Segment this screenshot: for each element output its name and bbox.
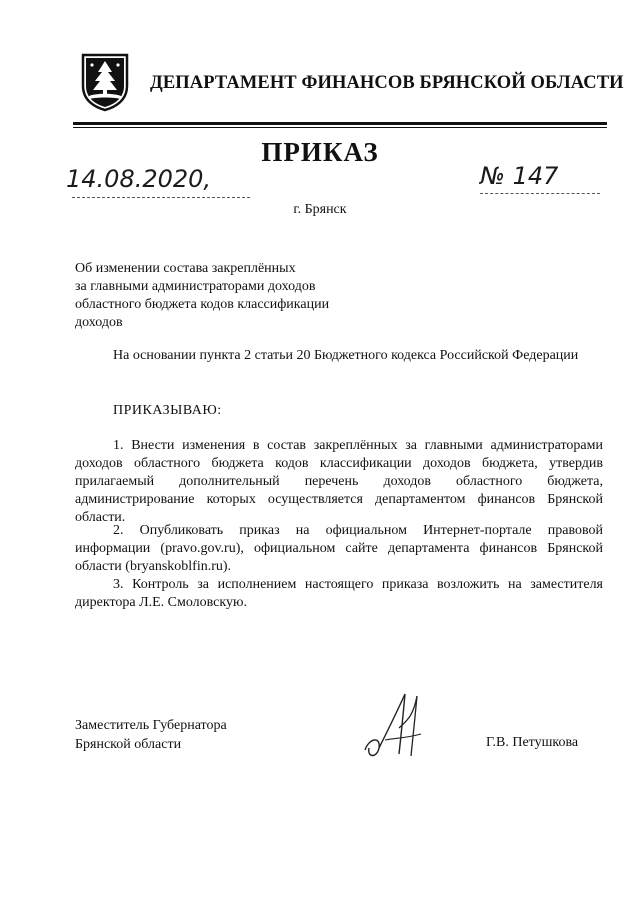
- subject-line: доходов: [75, 315, 123, 330]
- order-date: 14.08.2020,: [66, 165, 212, 193]
- subject-line: областного бюджета кодов классификации: [75, 297, 330, 312]
- subject-line: Об изменении состава закреплённых: [75, 261, 296, 276]
- date-underline: [72, 197, 250, 198]
- header-divider-thin: [73, 127, 607, 128]
- department-title: ДЕПАРТАМЕНТ ФИНАНСОВ БРЯНСКОЙ ОБЛАСТИ: [150, 73, 624, 93]
- order-subject: [75, 260, 365, 332]
- coat-of-arms-icon: [80, 52, 130, 112]
- signature-icon: [355, 688, 435, 768]
- signer-position-line: Заместитель Губернатора: [75, 718, 227, 733]
- order-item-1: 1. Внести изменения в состав закреплённых за главными администраторами доходов областного бюджета кодов классификации доходов бюджета, утвердив прилагаемый дополнительный перечень доходов областного бюджета, администрирование которых осуществляется департаментом финансов Брянской области.: [75, 438, 603, 525]
- basis-paragraph: На основании пункта 2 статьи 20 Бюджетного кодекса Российской Федерации: [113, 348, 579, 363]
- order-item-3: 3. Контроль за исполнением настоящего приказа возложить на заместителя директора Л.Е. Смоловскую.: [75, 577, 603, 610]
- document-title: ПРИКАЗ: [261, 137, 379, 167]
- subject-line: за главными администраторами доходов: [75, 279, 316, 294]
- signer-position-line: Брянской области: [75, 737, 182, 752]
- signer-name: Г.В. Петушкова: [486, 735, 579, 750]
- order-directive: ПРИКАЗЫВАЮ:: [113, 403, 222, 418]
- header-divider-thick: [73, 122, 607, 125]
- order-item-2: 2. Опубликовать приказ на официальном Интернет-портале правовой информации (pravo.gov.ru), официальном сайте департамента финансов Брянской области (bryanskoblfin.ru).: [75, 523, 603, 574]
- signer-position: [75, 716, 227, 754]
- number-underline: [480, 193, 600, 194]
- order-number: № 147: [480, 162, 559, 190]
- city-label: г. Брянск: [293, 202, 347, 217]
